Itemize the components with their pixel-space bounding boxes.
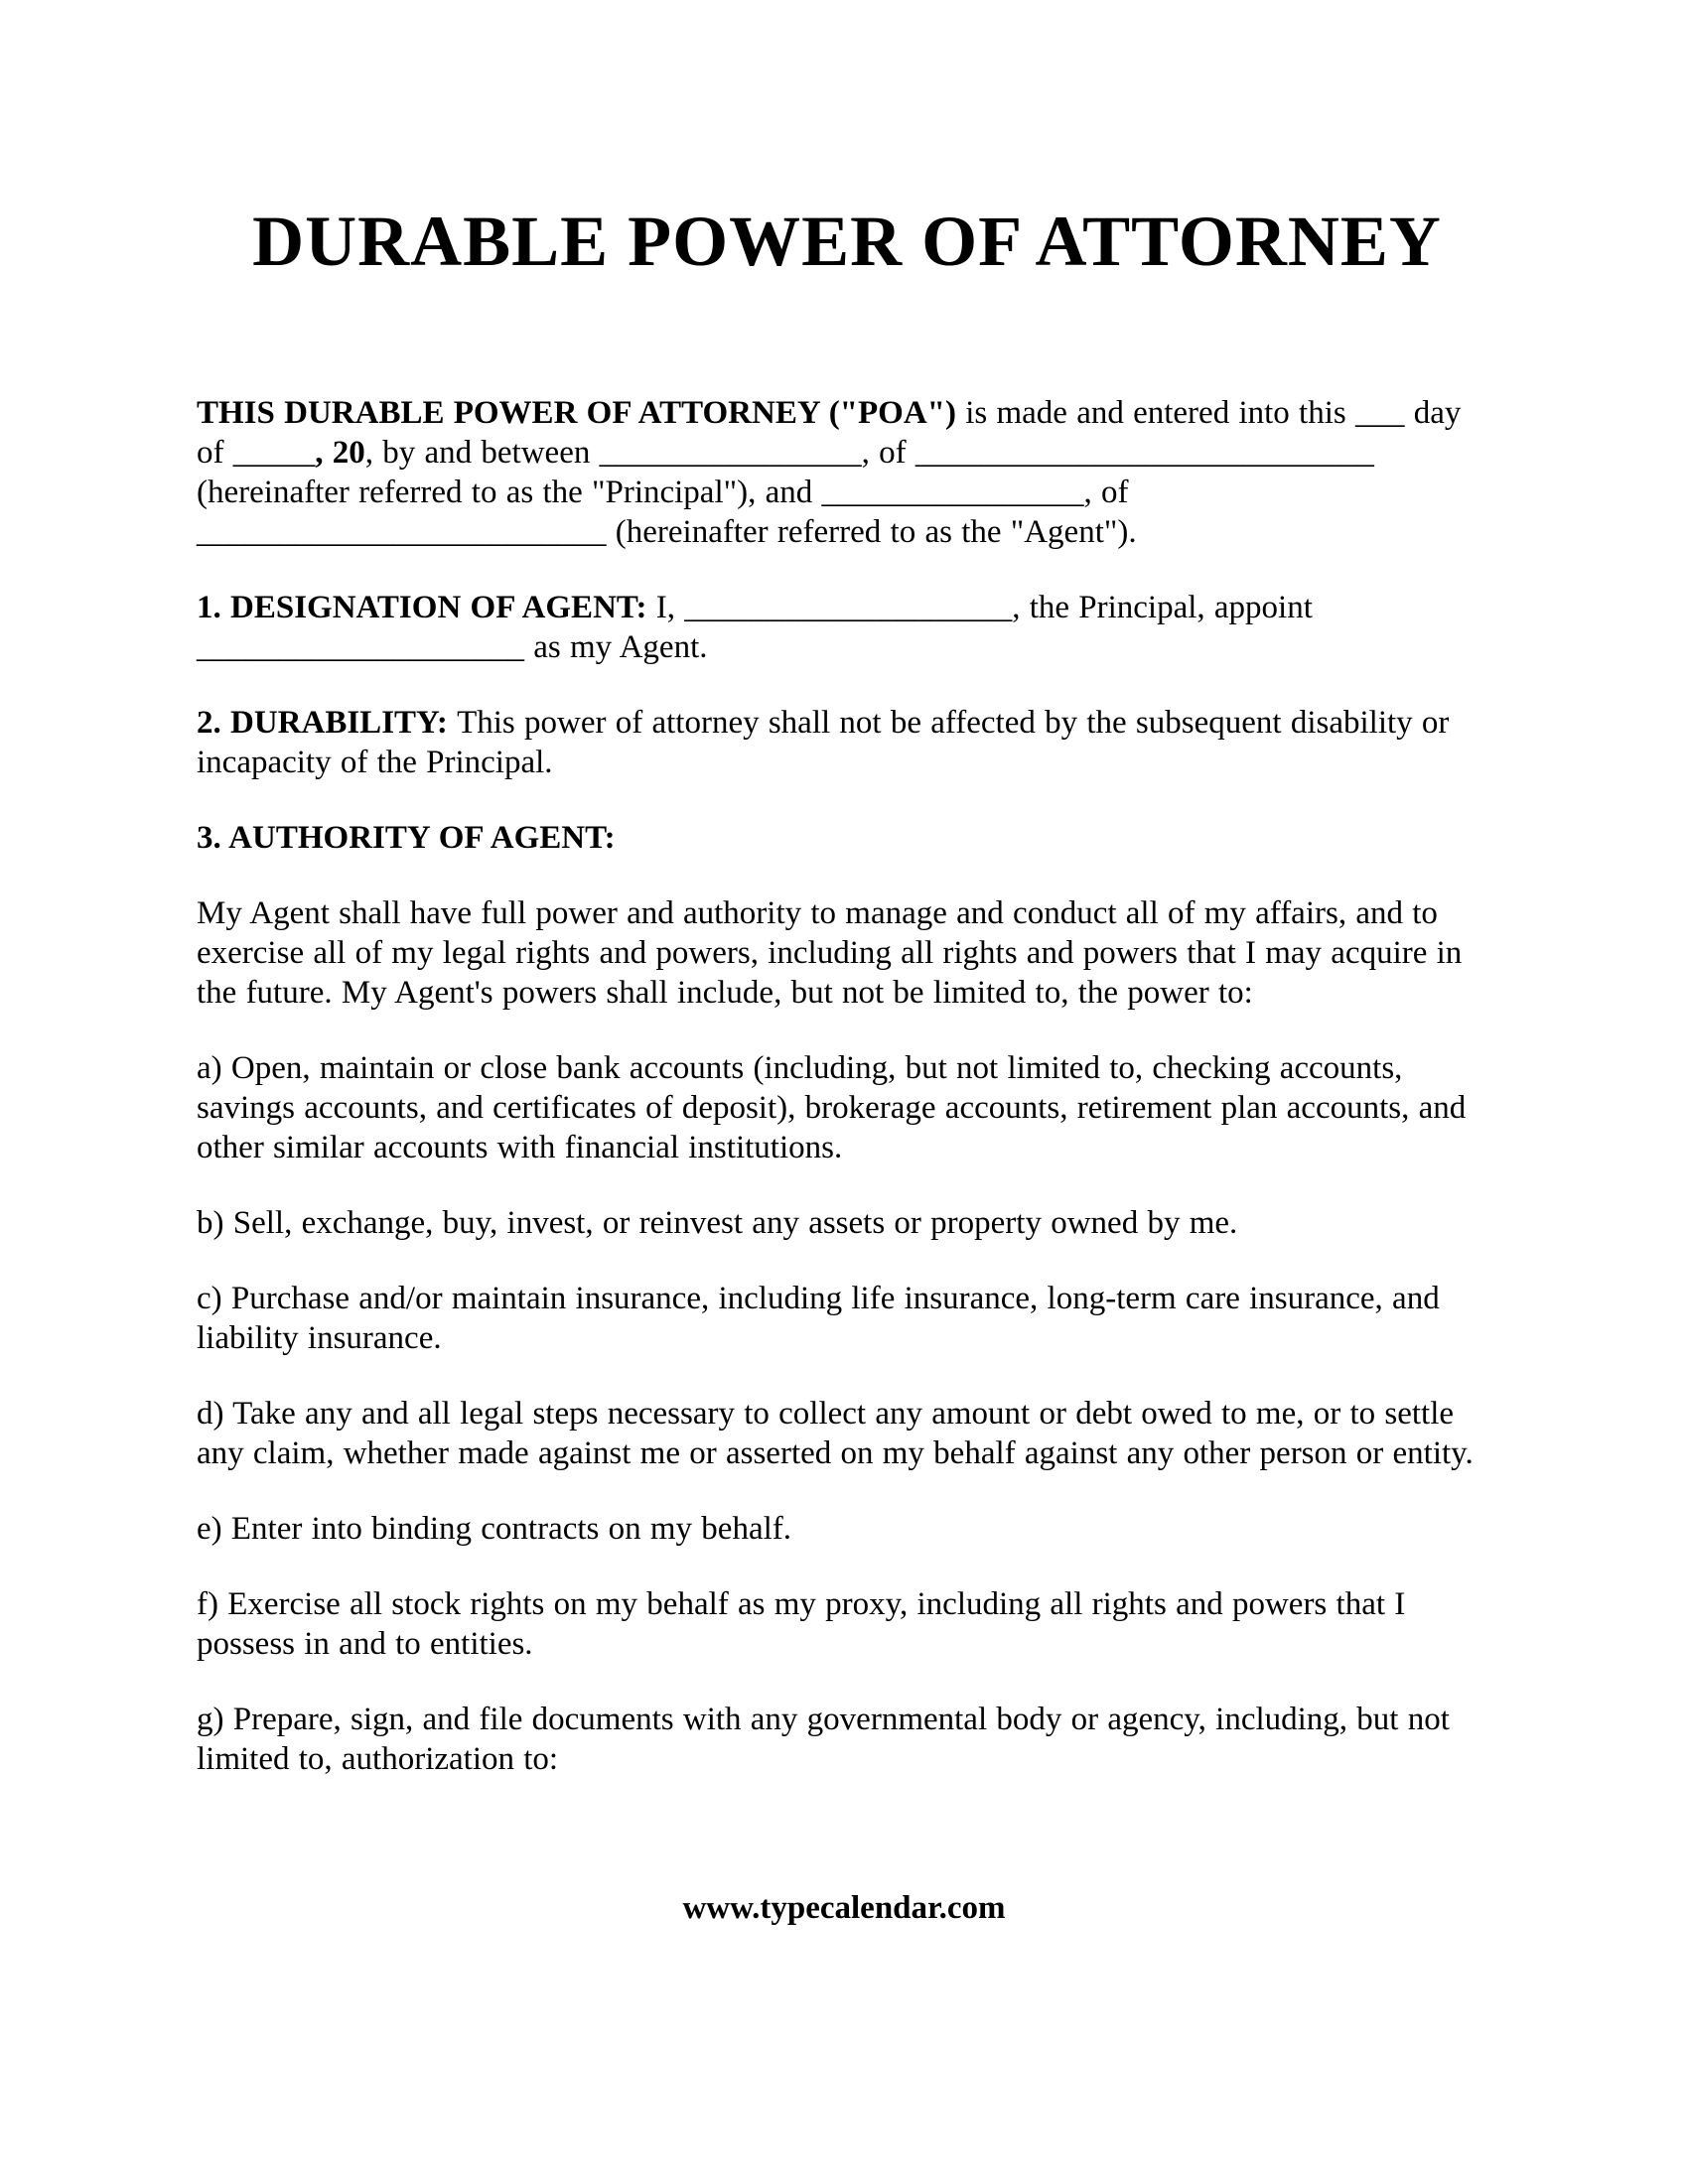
document-title: DURABLE POWER OF ATTORNEY bbox=[252, 202, 1442, 281]
list-item-f: f) Exercise all stock rights on my behalf as my proxy, including all rights and powers that I possess in and to entities. bbox=[197, 1586, 1406, 1663]
section-1-designation-of-agent: 1. DESIGNATION OF AGENT: I, ____________________, the Principal, appoint ____________________ as my Agent. bbox=[197, 590, 1313, 666]
list-item-e: e) Enter into binding contracts on my behalf. bbox=[197, 1511, 792, 1548]
list-item-g: g) Prepare, sign, and file documents with any governmental body or agency, including, but not limited to, authorization to: bbox=[197, 1702, 1450, 1778]
paragraph-authority-intro: My Agent shall have full power and authority to manage and conduct all of my affairs, and to exercise all of my legal rights and powers, including all rights and powers that I may acquire in the future. My Agent's powers shall include, but not be limited to, the power to: bbox=[197, 895, 1463, 1012]
document-body bbox=[197, 393, 1497, 1779]
document-content bbox=[197, 0, 1497, 1815]
section-3-authority-of-agent: 3. AUTHORITY OF AGENT: bbox=[197, 820, 616, 857]
section-2-durability: 2. DURABILITY: This power of attorney shall not be affected by the subsequent disability or incapacity of the Principal. bbox=[197, 705, 1450, 781]
footer-site-url: www.typecalendar.com bbox=[682, 1890, 1006, 1926]
list-item-d: d) Take any and all legal steps necessary to collect any amount or debt owed to me, or to settle any claim, whether made against me or asserted on my behalf against any other person or entity. bbox=[197, 1396, 1474, 1472]
list-item-a: a) Open, maintain or close bank accounts (including, but not limited to, checking accounts, savings accounts, and certificates of deposit), brokerage accounts, retirement plan accounts, and other similar accounts with financial institutions. bbox=[197, 1050, 1467, 1166]
list-item-c: c) Purchase and/or maintain insurance, including life insurance, long-term care insurance, and liability insurance. bbox=[197, 1281, 1440, 1357]
list-item-b: b) Sell, exchange, buy, invest, or reinvest any assets or property owned by me. bbox=[197, 1205, 1238, 1242]
paragraph-intro: THIS DURABLE POWER OF ATTORNEY ("POA") is made and entered into this ___ day of _____, 20, by and between ________________, of ____________________________ (hereinafter referred to as the "Principal"), and ________________, of _________________________ (hereinafter referred to as the "Agent"). bbox=[197, 395, 1462, 551]
